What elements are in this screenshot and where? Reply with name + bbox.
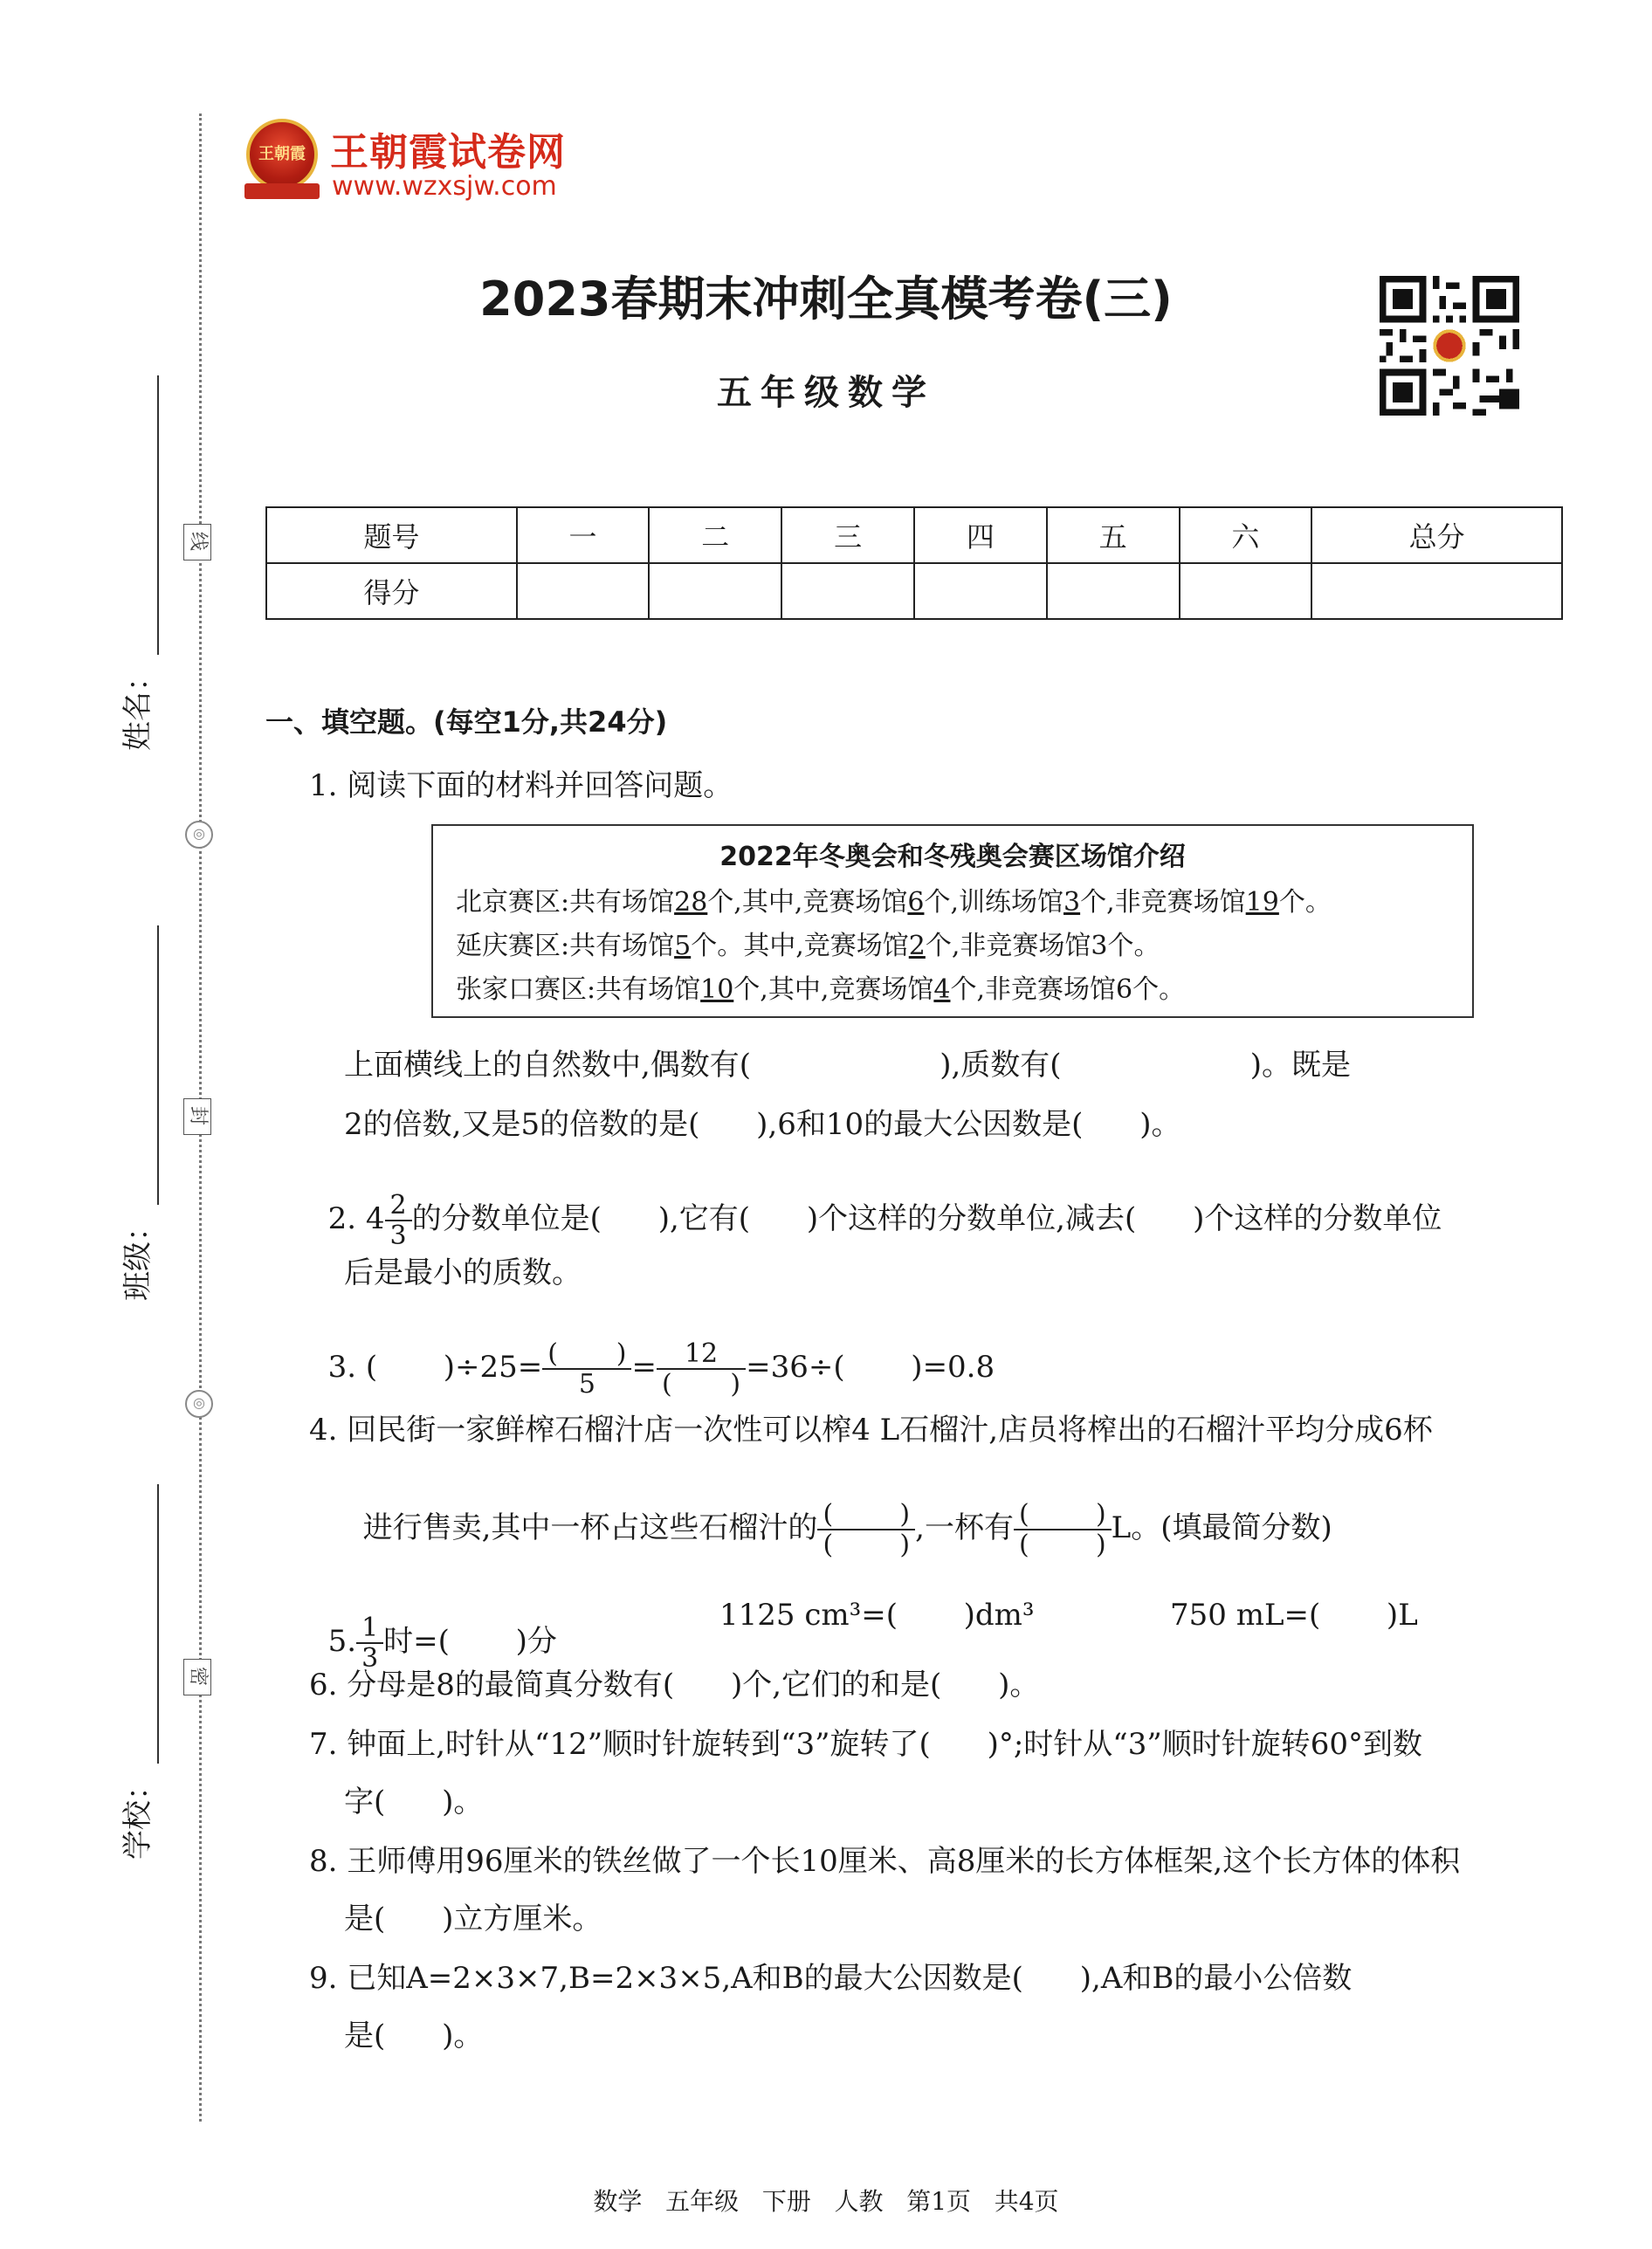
q8-line2: 是( )立方厘米。: [344, 1902, 602, 1936]
score-input-cell[interactable]: [914, 563, 1047, 619]
venue-info-box: [431, 824, 1474, 1018]
name-rule: [157, 375, 159, 655]
score-input-cell[interactable]: [649, 563, 781, 619]
score-table-score-row: [266, 563, 1562, 619]
q9-line2: 是( )。: [344, 2019, 484, 2053]
score-cell: 题号: [266, 507, 517, 563]
q7-line2: 字( )。: [344, 1785, 484, 1819]
score-cell: 五: [1047, 507, 1180, 563]
q2-line2: 后是最小的质数。: [344, 1255, 582, 1290]
q5-part2: 1125 cm³=( )dm³: [719, 1598, 1035, 1633]
seal-dot: ◎: [185, 1390, 213, 1418]
seal-dense-box: 密: [183, 1659, 211, 1695]
qr-code-icon: [1380, 276, 1519, 416]
score-input-cell[interactable]: [1047, 563, 1180, 619]
q7-line1: 7. 钟面上,时针从“12”顺时针旋转到“3”旋转了( )°;时针从“3”顺时针旋转60°到数: [309, 1727, 1422, 1762]
q4-line1: 4. 回民街一家鲜榨石榴汁店一次性可以榨4 L石榴汁,店员将榨出的石榴汁平均分成6杯: [309, 1413, 1433, 1448]
q5-part3: 750 mL=( )L: [1170, 1598, 1418, 1633]
score-input-cell[interactable]: [781, 563, 914, 619]
score-input-cell[interactable]: [1180, 563, 1312, 619]
q4-line2: 进行售卖,其中一杯占这些石榴汁的 $\frac{( )}{( )}$ ,一杯有 $\frac{( )}{( )}$ L。(填最简分数): [362, 1499, 1332, 1560]
exam-title: 2023春期末冲刺全真模考卷(三): [479, 272, 1173, 327]
page-footer: 数学 五年级 下册 人教 第1页 共4页: [593, 2187, 1059, 2216]
q1-ask-line1: 上面横线上的自然数中,偶数有( ),质数有( )。既是: [344, 1048, 1351, 1083]
score-cell: 一: [517, 507, 650, 563]
class-label: 班级：: [120, 1212, 155, 1301]
score-cell: 三: [781, 507, 914, 563]
school-rule: [157, 1484, 159, 1764]
score-row-label: 得分: [266, 563, 517, 619]
name-label: 姓名：: [120, 662, 155, 751]
school-label: 学校：: [120, 1771, 155, 1860]
q1-ask-line2: 2的倍数,又是5的倍数的是( ),6和10的最大公因数是( )。: [344, 1107, 1181, 1142]
score-cell: 六: [1180, 507, 1312, 563]
q2-line1: 2. 4 $\frac{2}{3}$ 的分数单位是( ),它有( )个这样的分数单位,减去( )个这样的分数单位: [327, 1190, 1442, 1251]
q5-part1: 5. $\frac{1}{3}$ 时=( )分: [327, 1613, 557, 1674]
brand-name: 王朝霞试卷网: [330, 130, 566, 175]
brand-url: www.wzxsjw.com: [332, 171, 557, 202]
venue-line-zhangjiakou: 张家口赛区:共有场馆10个,其中,竞赛场馆4个,非竞赛场馆6个。: [456, 974, 1186, 1005]
q8-line1: 8. 王师傅用96厘米的铁丝做了一个长10厘米、高8厘米的长方体框架,这个长方体的体积: [309, 1844, 1461, 1879]
venue-box-title: 2022年冬奥会和冬残奥会赛区场馆介绍: [719, 842, 1186, 872]
class-rule: [157, 925, 159, 1205]
q9-line1: 9. 已知A=2×3×7,B=2×3×5,A和B的最大公因数是( ),A和B的最小公倍数: [309, 1961, 1353, 1996]
score-table: [265, 506, 1563, 620]
venue-line-beijing: 北京赛区:共有场馆28个,其中,竞赛场馆6个,训练场馆3个,非竞赛场馆19个。: [456, 887, 1332, 918]
brand-logo: 王朝霞: [246, 119, 318, 190]
score-input-cell[interactable]: [1311, 563, 1562, 619]
brand-ribbon: [244, 183, 320, 199]
section-heading: 一、填空题。(每空1分,共24分): [265, 705, 668, 739]
score-input-cell[interactable]: [517, 563, 650, 619]
q1-intro: 1. 阅读下面的材料并回答问题。: [309, 768, 733, 803]
q3-line: 3. ( )÷25= $\frac{( )}{5}$ = $\frac{12}{( )}$ =36÷( )=0.8: [327, 1338, 995, 1400]
q6-line: 6. 分母是8的最简真分数有( )个,它们的和是( )。: [309, 1668, 1040, 1702]
exam-subtitle: 五年级数学: [717, 373, 935, 413]
score-cell: 二: [649, 507, 781, 563]
seal-seal-box: 封: [183, 1098, 211, 1135]
seal-line-box: 线: [183, 524, 211, 561]
seal-dot: ◎: [185, 821, 213, 849]
score-cell: 总分: [1311, 507, 1562, 563]
score-table-header-row: [266, 507, 1562, 563]
venue-line-yanqing: 延庆赛区:共有场馆5个。其中,竞赛场馆2个,非竞赛场馆3个。: [456, 931, 1160, 961]
score-cell: 四: [914, 507, 1047, 563]
